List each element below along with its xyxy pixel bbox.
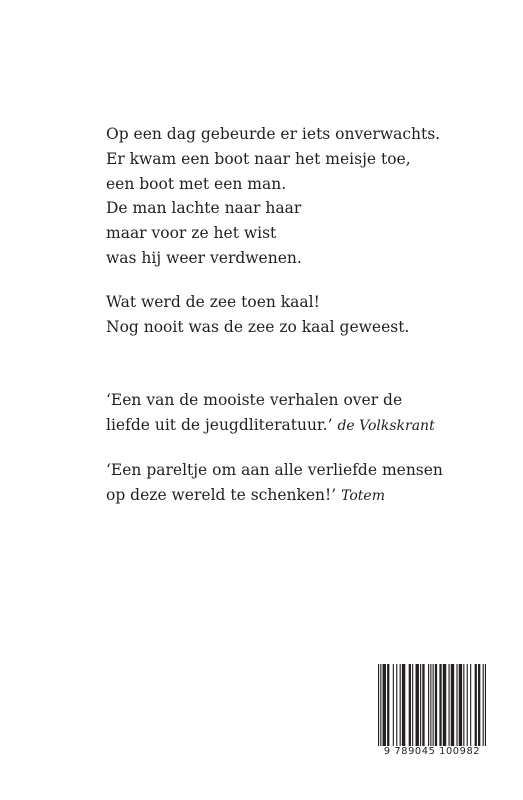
barcode-bar (400, 664, 401, 746)
barcode-bar (387, 664, 389, 746)
quote-line-with-source (106, 483, 443, 509)
barcode-bar (451, 664, 454, 746)
poem-line: was hij weer verdwenen. (106, 248, 302, 267)
poem-line: maar voor ze het wist (106, 224, 277, 243)
barcode-bar (420, 664, 421, 746)
barcode-bar (383, 664, 386, 746)
barcode-bar (416, 664, 419, 746)
poem-line: Er kwam een boot naar het meisje toe, (106, 149, 411, 168)
barcode-bar (467, 664, 468, 746)
isbn-barcode (378, 664, 486, 759)
barcode-bar (448, 664, 449, 746)
barcode-bar (430, 664, 431, 746)
barcode-bar (485, 664, 486, 746)
barcode-bar (396, 664, 397, 746)
poem-stanza-1 (106, 122, 440, 271)
barcode-bar (409, 664, 411, 746)
poem-line: De man lachte naar haar (106, 199, 302, 218)
quote-source: de Volkskrant (337, 417, 435, 434)
barcode-bar (435, 664, 437, 746)
quote-line: ‘Een van de mooiste verhalen over de (106, 391, 403, 409)
poem-stanza-2 (106, 290, 409, 340)
isbn-number: 9 789045 100982 (383, 746, 481, 757)
barcode-bar (478, 664, 480, 746)
barcode-bar (393, 664, 394, 746)
barcode-bar (463, 664, 464, 746)
barcode-bar (428, 664, 429, 746)
quote-text: op deze wereld te schenken!’ (106, 485, 337, 504)
review-quote-2 (106, 458, 443, 509)
barcode-bar (459, 664, 462, 746)
barcode-bars (378, 664, 486, 746)
barcode-bar (456, 664, 457, 746)
quote-source: Totem (341, 487, 385, 504)
quote-text: liefde uit de jeugdliteratuur.’ (106, 415, 333, 434)
barcode-bar (483, 664, 484, 746)
barcode-bar (433, 664, 434, 746)
barcode-bar (470, 664, 471, 746)
quote-line-with-source (106, 413, 435, 439)
barcode-bar (402, 664, 405, 746)
barcode-bar (439, 664, 441, 746)
poem-line: Wat werd de zee toen kaal! (106, 293, 320, 311)
barcode-bar (475, 664, 477, 746)
poem-line: Op een dag gebeurde er iets onverwachts. (106, 125, 441, 143)
barcode-bar (412, 664, 413, 746)
review-quote-1 (106, 388, 435, 439)
quote-line: ‘Een pareltje om aan alle verliefde mensen (106, 461, 443, 479)
barcode-bar (378, 664, 379, 746)
barcode-bar (422, 664, 424, 746)
barcode-bar (380, 664, 381, 746)
poem-line: Nog nooit was de zee zo kaal geweest. (106, 317, 410, 336)
barcode-bar (443, 664, 446, 746)
poem-line: een boot met een man. (106, 174, 287, 193)
